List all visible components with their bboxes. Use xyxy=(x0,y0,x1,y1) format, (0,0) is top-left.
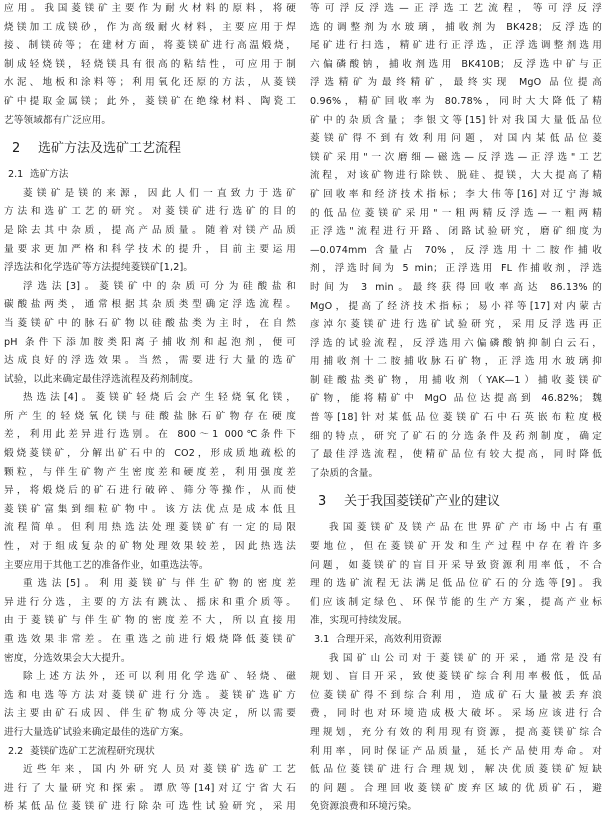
text-line: 重选效果非常差。在重选之前进行煅烧降低菱镁矿 xyxy=(4,634,296,645)
text-line: 应用。我国菱镁矿主要作为耐火材料的原料，将硬 xyxy=(4,3,296,14)
text-line: 正浮选"流程进行开路、闭路试验研究，磨矿细度为 xyxy=(310,226,602,238)
text-line: 利用率，同时保证产品质量，延长产品使用寿命。对 xyxy=(310,745,602,757)
paragraph-gravity-separation xyxy=(4,575,296,668)
text-line: 方法和选矿工艺的研究。对菱镁矿进行选矿的目的 xyxy=(4,206,296,218)
text-line: 由于菱镁矿与伴生矿物的密度差不大，所以直接用 xyxy=(4,615,296,627)
subsection-2-1-heading xyxy=(4,166,296,185)
text-line: 普等[18]针对某低品位菱镁矿石中石英嵌布粒度极 xyxy=(310,412,602,424)
text-line: 准，实现可持续发展。 xyxy=(310,615,408,627)
text-line: 选的调整剂为水玻璃，捕收剂为 BK428；反浮选的 xyxy=(310,21,602,33)
subsection-title: 菱镁矿选矿工艺流程研究现状 xyxy=(30,745,155,757)
text-line: 彦淖尔菱镁矿进行选矿试验研究，采用反浮选再正 xyxy=(310,319,602,331)
text-line: 是除去其中杂质，提高产品质量。随着对镁产品质 xyxy=(4,224,296,236)
text-line: 艺等领域都有广泛应用。 xyxy=(4,114,112,126)
text-line: 异，将煅烧后的矿石进行破碎、筛分等操作，从而使 xyxy=(4,485,296,497)
paragraph-industry-problems xyxy=(310,519,602,631)
text-line: 法主要由矿石成因、伴生矿物成分等决定，所以需要 xyxy=(4,708,296,720)
text-line: 要地位，但在菱镁矿开发和生产过程中存在着许多 xyxy=(310,541,602,553)
subsection-title: 选矿方法 xyxy=(30,169,69,181)
section-number: 3 xyxy=(318,494,327,510)
subsection-2-2-heading xyxy=(4,743,296,762)
text-line: 异进行分选，主要的方法有跳汰、摇床和重介质等。 xyxy=(4,596,296,608)
text-line: 浮选法和化学选矿等方法提纯菱镁矿[1,2]。 xyxy=(4,262,194,274)
text-line: 碳酸盐两类，通常根据其杂质类型确定浮选流程。 xyxy=(4,299,296,311)
text-line: 浮选法[3]。菱镁矿中的杂质可分为硅酸盐和 xyxy=(23,280,296,292)
text-line: 矿回收率和经济技术指标；李大伟等[16]对辽宁海城 xyxy=(310,188,602,200)
text-line: 等可浮反浮选—正浮选工艺流程，等可浮反浮 xyxy=(310,3,602,14)
text-line: 近些年来，国内外研究人员对菱镁矿选矿工艺 xyxy=(23,764,296,776)
text-line: 浮选的试验流程，反浮选用六偏磷酸钠抑制白云石， xyxy=(310,337,602,349)
text-line: 剂，浮选时间为 5 min；正浮选用 FL 作捕收剂，浮选 xyxy=(310,263,602,275)
subsection-number: 2.1 xyxy=(8,169,24,181)
text-line: 位菱镁矿得不到综合利用，造成矿石大量被丢弃浪 xyxy=(310,689,602,701)
text-line: 理规划，充分有效的利用现有资源，提高菱镁矿综合 xyxy=(310,726,602,738)
text-line: 菱镁矿得不到有效利用问题，对国内某低品位菱 xyxy=(310,133,602,145)
text-line: 用捕收剂十二胺捕收脉石矿物，正浮选用水玻璃抑 xyxy=(310,356,602,368)
text-line: 重选法[5]。利用菱镁矿与伴生矿物的密度差 xyxy=(23,578,296,590)
subsection-number: 3.1 xyxy=(314,634,330,645)
text-line: 的问题。合理回收菱镁矿废弃区域的优质矿石，避 xyxy=(310,782,602,794)
text-line: 试验，以此来确定最佳浮选流程及药剂制度。 xyxy=(4,373,199,385)
text-line: 进行大量选矿试验来确定最佳的选矿方案。 xyxy=(4,726,190,738)
text-line: 所产生的轻烧氧化镁与硅酸盐脉石矿物存在硬度 xyxy=(4,410,296,422)
text-line: 桥某低品位菱镁矿进行除杂可选性试验研究，采用 xyxy=(4,801,296,813)
text-line: 差，利用此差异进行选别。在 800～1 000℃条件下 xyxy=(4,429,296,441)
text-line: 量要求更加严格和科学技术的提升，目前主要运用 xyxy=(4,243,296,255)
text-line: 达成良好的浮选效果。当然，需要进行大量的选矿 xyxy=(4,355,296,367)
text-line: 六偏磷酸钠，捕收剂选用 BK410B；反浮选中矿与正 xyxy=(310,58,602,70)
text-line: —0.074mm 含量占 70%，反浮选用十二胺作捕收 xyxy=(310,244,602,256)
text-line: 流程，对该矿物进行除铁、脱硅、提镁，大大提高了精 xyxy=(310,170,602,182)
text-line: 进行了大量研究和探索。谭欣等[14]对辽宁省大石 xyxy=(4,782,296,794)
paragraph-research-continued xyxy=(310,0,602,483)
paragraph-thermal-separation xyxy=(4,389,296,575)
right-column xyxy=(310,0,602,817)
text-line: 热选法[4]。菱镁矿轻烧后会产生轻烧氧化镁， xyxy=(23,392,296,404)
paragraph-research-status xyxy=(4,761,296,817)
section-3-heading xyxy=(310,490,602,514)
text-line: 制硅酸盐类矿物，用捕收剂（YAK—1）捕收菱镁矿 xyxy=(310,374,602,386)
text-line: 的低品位菱镁矿采用"一粗两精反浮选—一粗两精 xyxy=(310,207,602,219)
text-line: 密度，分选效果会大大提升。 xyxy=(4,652,131,664)
text-line: 规划、盲目开采，致使菱镁矿综合利用率极低，低品 xyxy=(310,671,602,683)
text-line: 矿物，能将精矿中 MgO 品位达提高到 46.82%；魏 xyxy=(310,393,602,405)
text-line: 我国矿山公司对于菱镁矿的开采，通常是没有 xyxy=(329,652,602,664)
text-line: 矿中提取金属镁；此外，菱镁矿在绝缘材料、陶瓷工 xyxy=(4,95,296,107)
text-line: 当菱镁矿中的脉石矿物以硅酸盐类为主时，在自然 xyxy=(4,317,296,329)
section-2-heading xyxy=(4,137,296,161)
subsection-3-1-heading xyxy=(310,631,602,650)
text-line: 低品位菱镁矿进行合理规划，解决优质菱镁矿短缺 xyxy=(310,764,602,776)
text-line: 费，同时也对环境造成极大破坏。采场应该进行合 xyxy=(310,708,602,720)
text-line: 流程简单。但利用热选法处理菱镁矿有一定的局限 xyxy=(4,522,296,534)
subsection-title: 合理开采，高效利用资源 xyxy=(336,634,442,645)
section-title: 关于我国菱镁矿产业的建议 xyxy=(344,494,501,510)
text-line: 我国菱镁矿及镁产品在世界矿产市场中占有重 xyxy=(329,522,602,534)
text-line: 们应该制定绿色、环保节能的生产方案，提高产业标 xyxy=(310,596,602,608)
text-line: 矿中的杂质含量；李银文等[15]针对我国大量低品位 xyxy=(310,114,602,126)
section-number: 2 xyxy=(12,141,21,157)
paragraph-rational-mining xyxy=(310,650,602,817)
text-line: 0.96%，精矿回收率为 80.78%，同时大大降低了精 xyxy=(310,95,602,107)
text-line: 菱镁矿是镁的来源，因此人们一直致力于选矿 xyxy=(23,187,296,199)
text-line: 性，对于组成复杂的矿物处理效果较差，因此热选法 xyxy=(4,541,296,553)
text-line: 除上述方法外，还可以利用化学选矿、轻烧、磁 xyxy=(23,671,296,683)
subsection-number: 2.2 xyxy=(8,745,24,757)
left-column xyxy=(4,0,296,817)
text-line: 时间为 3 min。最终获得回收率高达 86.13%的 xyxy=(310,281,602,293)
paragraph-other-methods xyxy=(4,668,296,742)
text-line: 尾矿进行扫选，精矿进行正浮选，正浮选调整剂选用 xyxy=(310,40,602,52)
text-line: 理的选矿流程无法满足低品位矿石的分选等[9]。我 xyxy=(310,578,602,590)
text-line: 镁矿采用"一次磨细—磁选—反浮选—正浮选"工艺 xyxy=(310,151,602,163)
text-line: 免资源浪费和环境污染。 xyxy=(310,801,418,813)
text-line: 制成轻烧镁，轻烧镁具有很高的粘结性，可应用于制 xyxy=(4,58,296,70)
text-line: 浮选精矿为最终精矿，最终实现 MgO 品位提高 xyxy=(310,77,602,89)
paragraph-selection-methods xyxy=(4,185,296,278)
text-line: 选和电选等方法对菱镁矿进行分选。菱镁矿选矿方 xyxy=(4,689,296,701)
text-line: 细的特点，研究了矿石的分选条件及药剂制度，确定 xyxy=(310,430,602,442)
text-line: MgO，提高了经济技术指标；易小祥等[17]对内蒙古 xyxy=(310,300,602,312)
text-line: 主要应用于其他工艺的准备作业，如重选法等。 xyxy=(4,559,209,571)
text-line: 烧镁加工成镁砂，作为高级耐火材料，主要应用于焊 xyxy=(4,21,296,33)
text-line: 接、制镁砖等；在建材方面，将菱镁矿进行高温煅烧， xyxy=(4,40,296,52)
text-line: 了最佳浮选流程，使精矿品位有较大提高，同时降低 xyxy=(310,449,602,461)
text-line: 水泥、地板和涂料等；利用氧化还原的方法，从菱镁 xyxy=(4,77,296,89)
text-line: 问题，如菱镁矿的盲目开采导致资源利用率低，不合 xyxy=(310,559,602,571)
text-line: 菱镁矿富集到细粒矿物中。该方法优点是成本低且 xyxy=(4,503,296,515)
text-line: 煅烧菱镁矿，分解出矿石中的 CO2，形成质地疏松的 xyxy=(4,448,296,460)
text-line: pH 条件下添加胺类阳离子捕收剂和起泡剂，便可 xyxy=(4,336,296,348)
text-line: 颗粒，与伴生矿物产生密度差和硬度差，利用强度差 xyxy=(4,466,296,478)
paragraph-flotation xyxy=(4,278,296,390)
text-line: 了杂质的含量。 xyxy=(310,467,379,479)
intro-paragraph xyxy=(4,0,296,130)
section-title: 选矿方法及选矿工艺流程 xyxy=(38,141,182,157)
